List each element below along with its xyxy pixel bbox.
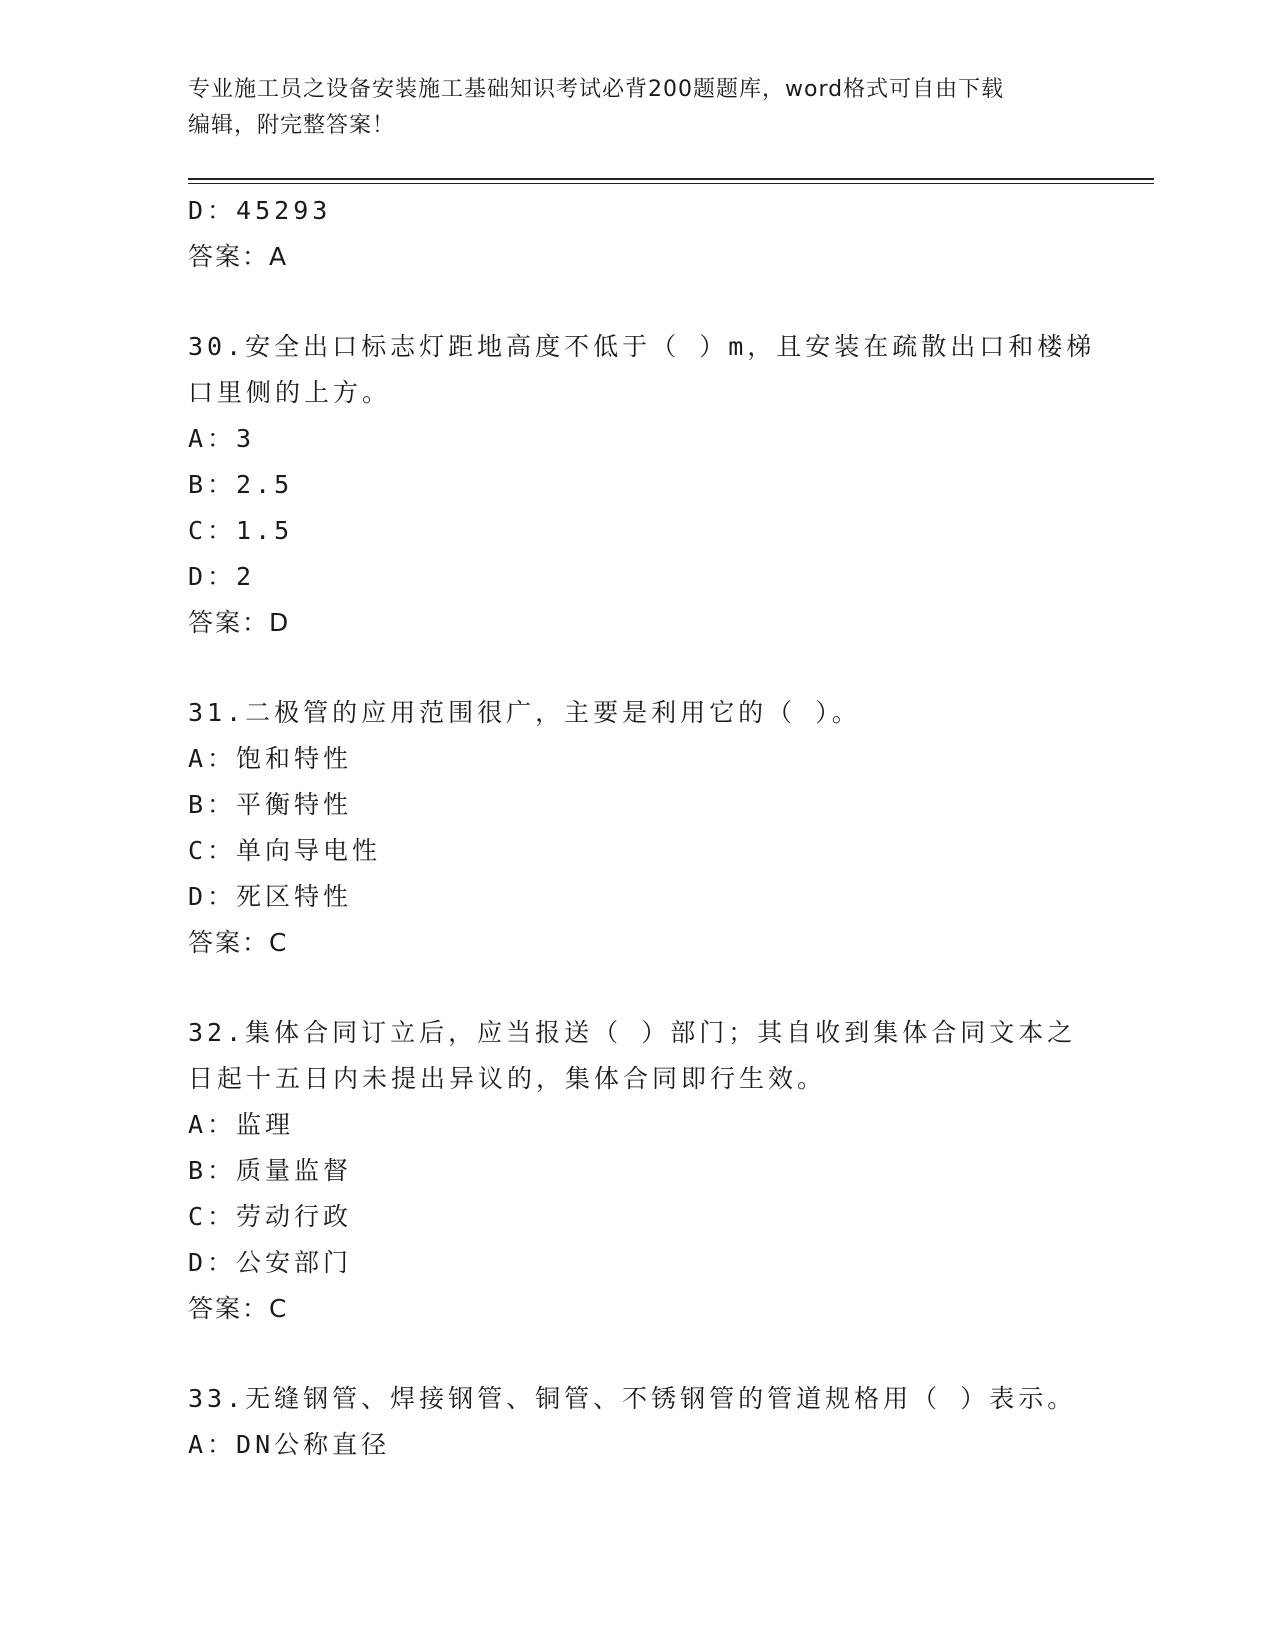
header-divider-thin <box>188 183 1154 184</box>
option-a: A：3 <box>188 424 256 453</box>
option-c: C：1.5 <box>188 516 294 545</box>
question-text-cont: 日起十五日内未提出异议的，集体合同即行生效。 <box>188 1064 827 1093</box>
option-b: B：平衡特性 <box>188 790 353 819</box>
question-text: 32.集体合同订立后，应当报送（ ）部门；其自收到集体合同文本之 <box>188 1018 1077 1047</box>
option-b: B：2.5 <box>188 470 294 499</box>
question-text: 30.安全出口标志灯距地高度不低于（ ）m，且安装在疏散出口和楼梯 <box>188 332 1096 361</box>
option-c: C：单向导电性 <box>188 836 382 865</box>
question-33 <box>188 1376 1088 1468</box>
question-32 <box>188 1010 1088 1332</box>
option-d: D：45293 <box>188 196 332 225</box>
option-d: D：死区特性 <box>188 882 353 911</box>
question-31 <box>188 690 1088 966</box>
document-header <box>188 72 1068 144</box>
header-line-2: 编辑，附完整答案！ <box>188 113 396 138</box>
answer: 答案：C <box>188 928 289 957</box>
option-a: A：饱和特性 <box>188 744 353 773</box>
option-c: C：劳动行政 <box>188 1202 353 1231</box>
answer: 答案：C <box>188 1294 289 1323</box>
question-list <box>188 188 1096 1468</box>
header-line-1: 专业施工员之设备安装施工基础知识考试必背200题题库，word格式可自由下载 <box>188 77 1005 102</box>
answer: 答案：D <box>188 608 291 637</box>
option-a: A：监理 <box>188 1110 295 1139</box>
question-text: 33.无缝钢管、焊接钢管、铜管、不锈钢管的管道规格用（ ）表示。 <box>188 1384 1077 1413</box>
question-30 <box>188 324 1096 646</box>
answer: 答案：A <box>188 242 289 271</box>
option-a: A：DN公称直径 <box>188 1430 391 1459</box>
option-b: B：质量监督 <box>188 1156 353 1185</box>
option-d: D：公安部门 <box>188 1248 353 1277</box>
header-divider <box>188 178 1154 180</box>
option-d: D：2 <box>188 562 256 591</box>
question-text-cont: 口里侧的上方。 <box>188 378 392 407</box>
question-text: 31.二极管的应用范围很广，主要是利用它的（ ）。 <box>188 698 861 727</box>
